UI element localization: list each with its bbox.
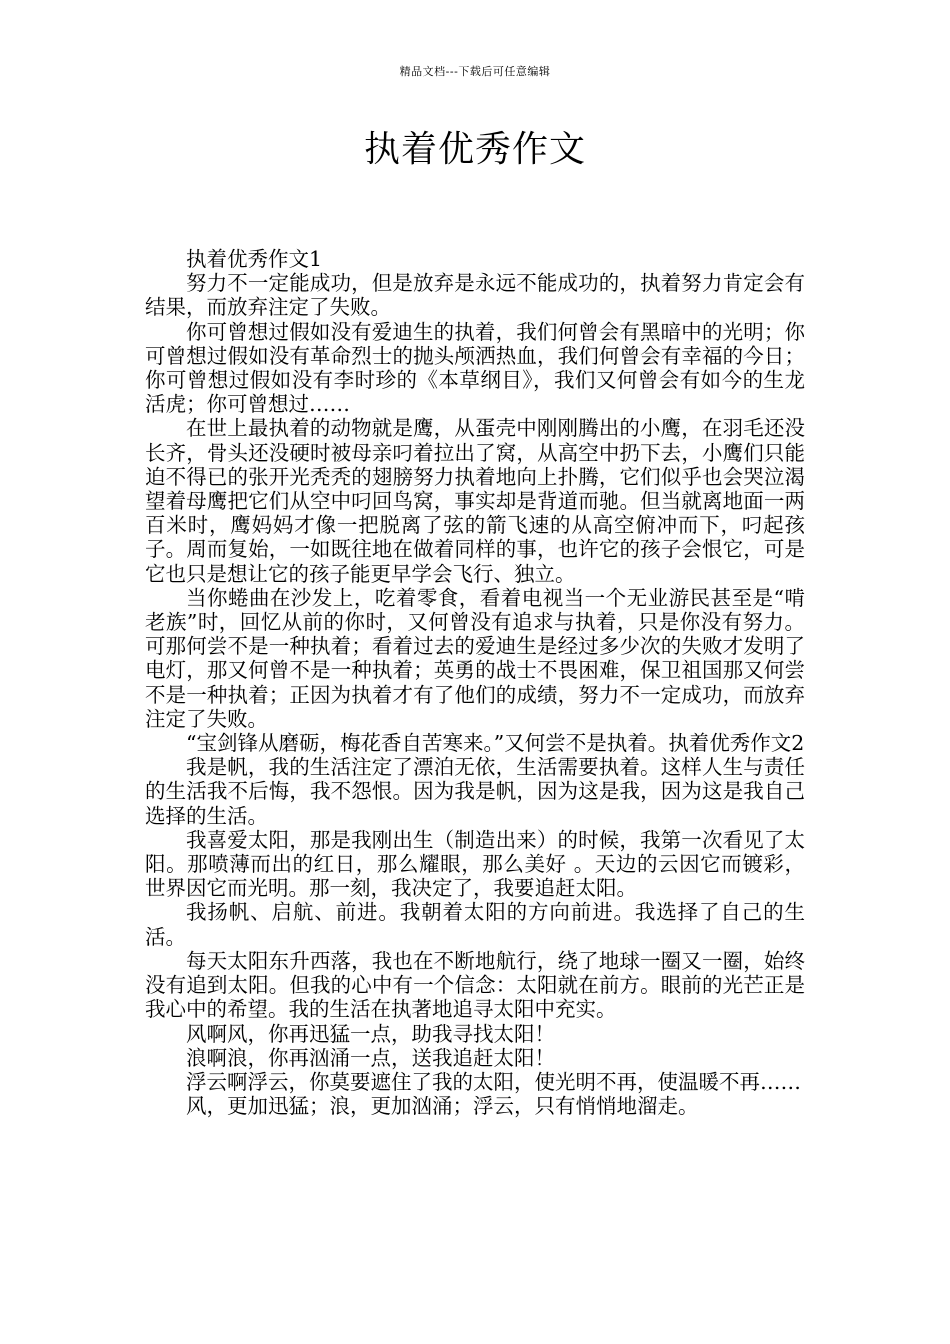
page-header-note: 精品文档---下载后可任意编辑: [399, 65, 551, 78]
paragraph: 在世上最执着的动物就是鹰，从蛋壳中刚刚腾出的小鹰，在羽毛还没长齐，骨头还没硬时被母亲叼着拉出了窝，从高空中扔下去，小鹰们只能迫不得已的张开光秃秃的翅膀努力执着地向上扑腾，它们似乎也会哭泣渴望着母鹰把它们从空中叼回鸟窝，事实却是背道而驰。但当就离地面一两百米时，鹰妈妈才像一把脱离了弦的箭飞速的从高空俯冲而下，叼起孩子。周而复始，一如既往地在做着同样的事，也许它的孩子会恨它，可是它也只是想让它的孩子能更早学会飞行、独立。: [145, 416, 805, 586]
paragraph: 浪啊浪，你再汹涌一点，送我追赶太阳！: [186, 1045, 555, 1070]
paragraph: 每天太阳东升西落，我也在不断地航行，绕了地球一圈又一圈，始终没有追到太阳。但我的心中有一个信念：太阳就在前方。眼前的光芒正是我心中的希望。我的生活在执著地追寻太阳中充实。: [145, 948, 805, 1022]
paragraph: 我喜爱太阳，那是我刚出生（制造出来）的时候，我第一次看见了太阳。那喷薄而出的红日，那么耀眼，那么美好 。天边的云因它而镀彩，世界因它而光明。那一刻，我决定了，我要追赶太阳。: [145, 827, 805, 901]
section-heading-1: 执着优秀作文1: [186, 247, 323, 271]
paragraph: 浮云啊浮云，你莫要遮住了我的太阳，使光明不再，使温暖不再……: [186, 1069, 801, 1094]
document-title: 执着优秀作文: [363, 129, 586, 170]
paragraph: 风，更加迅猛；浪，更加汹涌；浮云，只有悄悄地溜走。: [186, 1094, 699, 1119]
paragraph: 你可曾想过假如没有爱迪生的执着，我们何曾会有黑暗中的光明；你可曾想过假如没有革命烈士的抛头颅洒热血，我们何曾会有幸福的今日；你可曾想过假如没有李时珍的《本草纲目》，我们又何曾会有如今的生龙活虎；你可曾想过……: [145, 319, 805, 417]
paragraph: 风啊风，你再迅猛一点，助我寻找太阳！: [186, 1021, 555, 1046]
paragraph: 我是帆，我的生活注定了漂泊无依，生活需要执着。这样人生与责任的生活我不后悔，我不怨恨。因为我是帆，因为这是我，因为这是我自己选择的生活。: [145, 755, 805, 828]
paragraph: “宝剑锋从磨砺，梅花香自苦寒来。”又何尝不是执着。执着优秀作文2: [186, 731, 805, 756]
paragraph: 努力不一定能成功，但是放弃是永远不能成功的，执着努力肯定会有结果，而放弃注定了失败。: [145, 271, 805, 320]
article-body: [145, 247, 805, 1118]
paragraph: 当你蜷曲在沙发上，吃着零食，看着电视当一个无业游民甚至是“啃老族”时，回忆从前的你时，又何曾没有追求与执着，只是你没有努力。可那何尝不是一种执着；看着过去的爱迪生是经过多少次的失败才发明了电灯，那又何曾不是一种执着；英勇的战士不畏困难，保卫祖国那又何尝不是一种执着；正因为执着才有了他们的成绩，努力不一定成功，而放弃注定了失败。: [145, 585, 805, 731]
paragraph: 我扬帆、启航、前进。我朝着太阳的方向前进。我选择了自己的生活。: [145, 900, 805, 949]
